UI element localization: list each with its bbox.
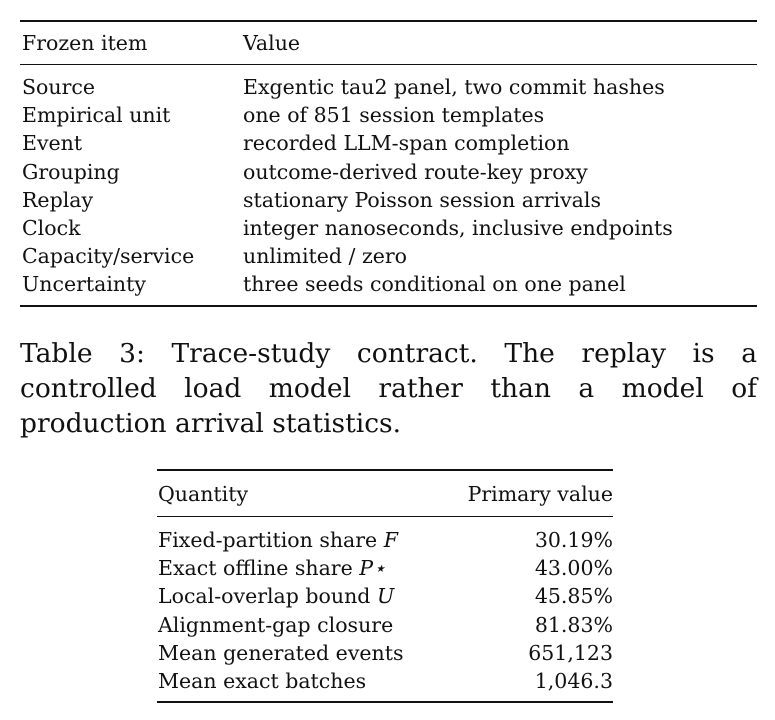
contract-table-header-row [20,21,757,65]
quantity-label: Mean exact batches [158,669,367,694]
table-row [20,129,757,157]
quantity-label: Exact offline share [158,556,360,581]
value-cell: three seeds conditional on one panel [243,272,626,297]
primary-value-cell: 651,123 [528,640,613,665]
table-row [20,158,757,186]
quantity-label: Local-overlap bound [158,584,377,609]
results-table [157,469,613,703]
results-table-header-row [157,470,613,517]
table-row [157,582,613,610]
table-row [20,270,757,305]
header-frozen-item: Frozen item [22,31,148,55]
quantity-symbol: F [383,528,398,552]
table-row [20,214,757,242]
quantity-cell [157,582,444,610]
quantity-cell [157,667,444,702]
value-cell: outcome-derived route-key proxy [243,159,588,184]
quantity-cell [157,611,444,639]
quantity-label: Alignment-gap closure [158,612,394,637]
primary-value-cell: 43.00% [534,556,613,581]
value-cell: one of 851 session templates [243,103,545,128]
contract-table [20,20,757,307]
value-cell: Exgentic tau2 panel, two commit hashes [243,75,665,99]
primary-value-cell: 81.83% [534,612,613,637]
table-row [157,667,613,702]
primary-value-cell: 30.19% [534,528,613,552]
table-row [157,639,613,667]
primary-value-cell: 45.85% [534,584,613,609]
header-value: Value [243,31,301,55]
table-row [157,554,613,582]
quantity-cell [157,639,444,667]
value-cell: integer nanoseconds, inclusive endpoints [243,216,673,241]
value-cell: unlimited / zero [243,244,408,269]
table-row [157,611,613,639]
header-quantity: Quantity [158,481,249,506]
table-caption: Table 3: Trace-study contract. The replay is a controlled load model rather than a model of production arrival statistics. [20,338,757,439]
frozen-item-cell: Capacity/service [22,244,195,269]
table-row [20,65,757,102]
frozen-item-cell: Empirical unit [22,103,171,128]
frozen-item-cell: Uncertainty [22,272,146,297]
table-row [157,517,613,555]
quantity-symbol: U [376,584,395,609]
primary-value-cell: 1,046.3 [534,669,613,694]
quantity-symbol: P⋆ [359,556,386,581]
frozen-item-cell: Clock [22,216,81,241]
frozen-item-cell: Source [22,75,96,99]
frozen-item-cell: Event [22,131,83,156]
quantity-cell [157,517,444,555]
value-cell: recorded LLM-span completion [243,131,570,156]
header-primary-value: Primary value [467,481,613,506]
quantity-label: Mean generated events [158,640,404,665]
value-cell: stationary Poisson session arrivals [243,187,601,212]
table-row [20,186,757,214]
table-row [20,101,757,129]
frozen-item-cell: Grouping [22,159,120,184]
table-row [20,242,757,270]
quantity-cell [157,554,444,582]
quantity-label: Fixed-partition share [158,528,384,552]
frozen-item-cell: Replay [22,187,94,212]
